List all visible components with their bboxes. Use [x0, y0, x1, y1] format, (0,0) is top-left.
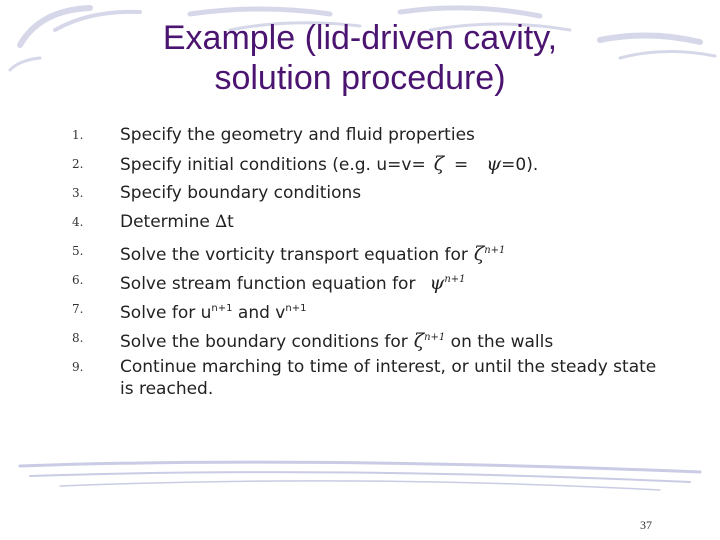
list-item-2 [0, 153, 720, 183]
item-text-b: and v [232, 303, 286, 323]
item-number: 7. [72, 302, 84, 316]
item-text-post: t [227, 212, 234, 232]
item-number: 5. [72, 244, 84, 258]
list-item-3 [0, 182, 720, 212]
item-text [120, 356, 656, 400]
item-text [120, 269, 466, 295]
superscript: n+1 [444, 274, 466, 285]
item-text-pre: Solve stream function equation for [120, 274, 416, 294]
title-line-2: solution procedure) [214, 59, 506, 97]
title-line-1: Example (lid-driven cavity, [162, 19, 558, 57]
item-number: 9. [72, 360, 84, 374]
item-text [120, 211, 234, 233]
psi-symbol: ψ [429, 272, 445, 294]
item-text [120, 327, 553, 353]
item-number: 6. [72, 273, 84, 287]
item-number: 1. [72, 128, 84, 142]
item-text: Specify boundary conditions [120, 183, 362, 203]
item-text [120, 240, 505, 266]
list-item-1 [0, 124, 720, 154]
zeta-symbol: ζ [473, 243, 485, 265]
psi-symbol: ψ [486, 153, 502, 175]
item-text-a: Solve for u [120, 303, 212, 323]
list-item-4 [0, 211, 720, 241]
list-item-9 [0, 356, 720, 404]
superscript: n+1 [285, 303, 307, 314]
item-text: Specify the geometry and fluid properties [120, 125, 475, 145]
item-number: 3. [72, 186, 84, 200]
superscript: n+1 [484, 245, 506, 256]
list-item-5 [0, 240, 720, 270]
delta-symbol: ∆ [215, 212, 228, 232]
item-text-line-1: Continue marching to time of interest, or until the steady state [120, 357, 657, 377]
item-number: 2. [72, 157, 84, 171]
equals-sign: = [454, 155, 469, 175]
list-item-7 [0, 298, 720, 328]
item-text-pre: Solve the vorticity transport equation for [120, 245, 468, 265]
zeta-symbol: ζ [433, 153, 445, 175]
item-text-line-2: is reached. [120, 379, 214, 399]
item-text-pre: Solve the boundary conditions for [120, 332, 408, 352]
superscript: n+1 [211, 303, 233, 314]
item-text [120, 298, 306, 324]
item-number: 4. [72, 215, 84, 229]
item-text-pre: Specify initial conditions (e.g. u=v= [120, 155, 426, 175]
item-text-post: =0). [501, 155, 539, 175]
zeta-symbol: ζ [413, 330, 425, 352]
item-number: 8. [72, 331, 84, 345]
item-text-post: on the walls [445, 332, 554, 352]
item-text-pre: Determine [120, 212, 216, 232]
list-item-8 [0, 327, 720, 357]
superscript: n+1 [424, 332, 446, 343]
item-text [120, 153, 538, 176]
page-number: 37 [640, 518, 652, 532]
list-item-6 [0, 269, 720, 299]
